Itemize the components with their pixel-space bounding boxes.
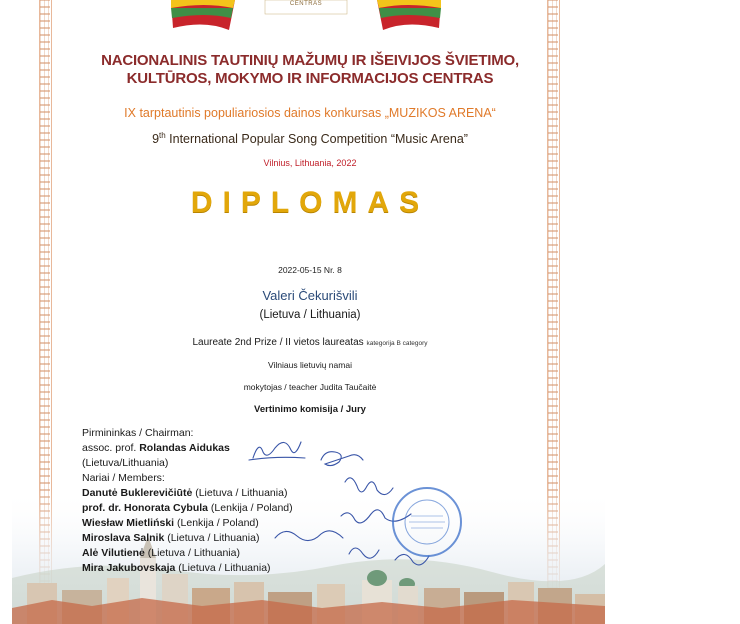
jury-member: Alė Vilutienė (Lietuva / Lithuania)	[82, 547, 240, 559]
jury-member: Miroslava Salnik (Lietuva / Lithuania)	[82, 532, 260, 544]
laureate-country: (Lietuva / Lithuania)	[259, 309, 361, 321]
jury-member: Danutė Buklerevičiūtė (Lietuva / Lithuania)	[82, 487, 288, 499]
jury-member: Wiesław Mietliński (Lenkija / Poland)	[82, 517, 259, 529]
diploma-title: DIPLOMAS	[190, 186, 430, 219]
chairman-country: (Lietuva/Lithuania)	[82, 457, 169, 469]
jury-heading: Vertinimo komisija / Jury	[254, 404, 366, 415]
signatures-and-stamp-image	[245, 430, 485, 590]
place-and-year: Vilnius, Lithuania, 2022	[263, 158, 357, 168]
members-label: Nariai / Members:	[82, 472, 165, 484]
jury-member: Mira Jakubovskaja (Lietuva / Lithuania)	[82, 562, 271, 574]
jury-member: prof. dr. Honorata Cybula (Lenkija / Poland)	[82, 502, 293, 514]
laureate-teacher: mokytojas / teacher Judita Taučaitė	[243, 382, 377, 392]
competition-title-lt: IX tarptautinis populiariosios dainos konkursas „MUZIKOS ARENA“	[124, 106, 496, 120]
prize-category: kategorija B category	[366, 340, 428, 347]
organization-name-line1: NACIONALINIS TAUTINIŲ MAŽUMŲ IR IŠEIVIJOS ŠVIETIMO,	[101, 52, 519, 69]
date-number: 2022-05-15 Nr. 8	[278, 265, 342, 275]
laureate-name: Valeri Čekurišvili	[262, 288, 358, 303]
chairman-name-line: assoc. prof. Rolandas Aidukas	[82, 442, 230, 454]
logo-text: CENTRAS	[289, 1, 323, 7]
organization-name-line2: KULTŪROS, MOKYMO IR INFORMACIJOS CENTRAS	[126, 70, 494, 87]
competition-title-en: 9th International Popular Song Competition “Music Arena”	[152, 131, 468, 147]
chairman-label: Pirmininkas / Chairman:	[82, 427, 194, 439]
laureate-school: Vilniaus lietuvių namai	[268, 360, 352, 370]
laureate-prize: Laureate 2nd Prize / II vietos laureatas kategorija B category	[192, 337, 428, 348]
